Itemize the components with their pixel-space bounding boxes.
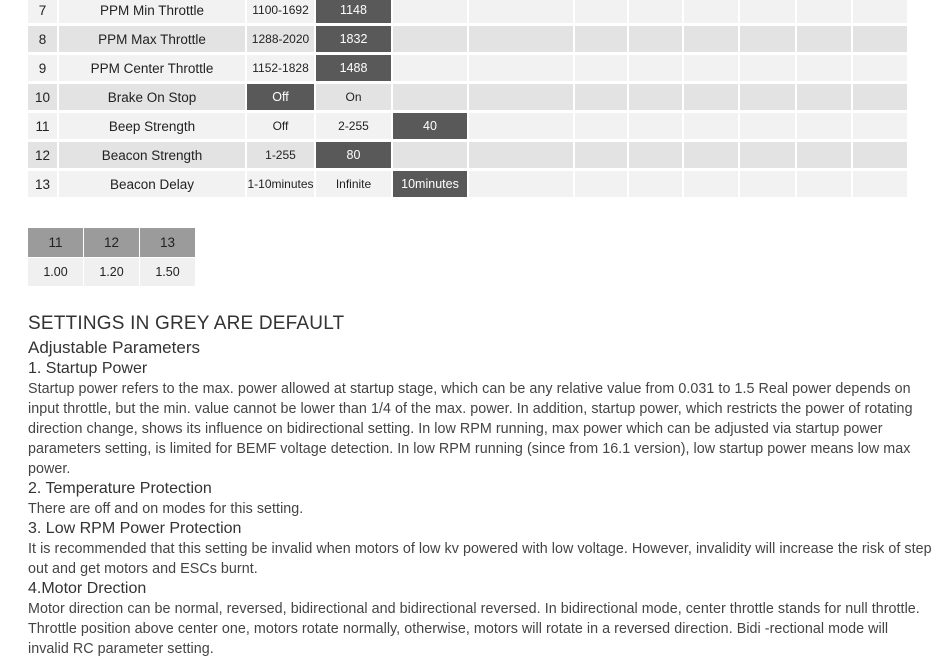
empty-cell [575,84,629,113]
empty-cell [629,84,684,113]
table-row [28,171,909,200]
motor-direction-body: Motor direction can be normal, reversed, bidirectional and bidirectional reversed. In bidirectional mode, center throttle stands for null throttle. Throttle position above center one, motors rotate normally, otherwise, motors will rotate in a reversed direction. Bidi -rectional mode will invalid RC parameter setting. [28,601,920,657]
default-value-cell: 1832 [316,26,393,55]
option-cell: On [316,84,393,113]
row-number: 7 [28,0,59,26]
empty-cell [575,55,629,84]
option-cell: 1100-1692 [247,0,316,26]
small-table-header: 11 [28,228,84,258]
parameter-name: Brake On Stop [59,84,247,113]
empty-cell [797,142,853,171]
empty-cell [629,113,684,142]
empty-cell [684,26,740,55]
empty-cell [740,84,797,113]
empty-cell [629,171,684,200]
empty-cell [684,55,740,84]
low-rpm-protection-heading: 3. Low RPM Power Protection [28,520,242,537]
small-table-value: 1.20 [84,258,140,286]
empty-cell [797,113,853,142]
default-value-cell: 40 [393,113,469,142]
row-number: 8 [28,26,59,55]
small-table-header: 12 [84,228,140,258]
motor-direction-heading: 4.Motor Drection [28,580,147,597]
row-number: 13 [28,171,59,200]
small-table-value: 1.50 [140,258,196,286]
empty-cell [469,113,575,142]
empty-cell [575,171,629,200]
option-cell: Off [247,113,316,142]
empty-cell [853,84,909,113]
startup-power-heading: 1. Startup Power [28,360,148,377]
empty-cell [740,26,797,55]
parameter-name: Beacon Delay [59,171,247,200]
empty-cell [684,171,740,200]
temperature-protection-body: There are off and on modes for this setting. [28,501,304,517]
empty-cell [740,113,797,142]
empty-cell [853,142,909,171]
empty-cell [684,142,740,171]
empty-cell [740,55,797,84]
row-number: 9 [28,55,59,84]
empty-cell [469,55,575,84]
option-cell: 1-10minutes [247,171,316,200]
empty-cell [393,55,469,84]
empty-cell [575,0,629,26]
parameter-name: PPM Center Throttle [59,55,247,84]
empty-cell [797,0,853,26]
empty-cell [393,0,469,26]
empty-cell [797,171,853,200]
empty-cell [629,26,684,55]
option-cell: Infinite [316,171,393,200]
row-number: 10 [28,84,59,113]
parameter-name: Beacon Strength [59,142,247,171]
empty-cell [629,142,684,171]
empty-cell [740,0,797,26]
table-row [28,26,909,55]
parameter-name: PPM Min Throttle [59,0,247,26]
empty-cell [393,142,469,171]
row-number: 12 [28,142,59,171]
section-subtitle: Adjustable Parameters [28,338,200,357]
empty-cell [469,84,575,113]
option-cell: 1288-2020 [247,26,316,55]
option-cell: 1-255 [247,142,316,171]
empty-cell [469,26,575,55]
empty-cell [469,171,575,200]
small-table-value: 1.00 [28,258,84,286]
empty-cell [740,142,797,171]
default-value-cell: 1488 [316,55,393,84]
table-row [28,142,909,171]
small-value-table [28,228,196,286]
empty-cell [393,26,469,55]
default-value-cell: 1148 [316,0,393,26]
empty-cell [575,26,629,55]
empty-cell [469,0,575,26]
table-row [28,0,909,26]
table-row [28,113,909,142]
empty-cell [853,113,909,142]
empty-cell [684,0,740,26]
option-cell: 1152-1828 [247,55,316,84]
small-table-header-row [28,228,196,258]
table-row [28,55,909,84]
default-value-cell: 80 [316,142,393,171]
parameter-name: PPM Max Throttle [59,26,247,55]
empty-cell [797,55,853,84]
parameter-name: Beep Strength [59,113,247,142]
empty-cell [740,171,797,200]
row-number: 11 [28,113,59,142]
empty-cell [853,171,909,200]
empty-cell [575,142,629,171]
parameter-table [28,0,909,200]
settings-description [28,311,933,659]
empty-cell [684,113,740,142]
empty-cell [575,113,629,142]
empty-cell [629,0,684,26]
empty-cell [797,84,853,113]
startup-power-body: Startup power refers to the max. power allowed at startup stage, which can be any relative value from 0.031 to 1.5 Real power depends on input throttle, but the min. value cannot be lower than 1/4 of the max. power. In addition, startup power, which restricts the power of rotating direction change, shows its influence on bidirectional setting. In low RPM running, max power which can be adjusted via startup power parameters setting, is limited for BEMF voltage detection. In low RPM running (since from 16.1 version), low startup power means low max power. [28,381,913,477]
empty-cell [853,0,909,26]
settings-title: SETTINGS IN GREY ARE DEFAULT [28,313,345,334]
empty-cell [684,84,740,113]
default-value-cell: Off [247,84,316,113]
empty-cell [853,26,909,55]
low-rpm-protection-body: It is recommended that this setting be invalid when motors of low kv powered with low voltage. However, invalidity will increase the risk of step out and get motors and ESCs burnt. [28,541,932,577]
small-table-value-row [28,258,196,286]
empty-cell [853,55,909,84]
small-table-header: 13 [140,228,196,258]
temperature-protection-heading: 2. Temperature Protection [28,480,212,497]
empty-cell [797,26,853,55]
option-cell: 2-255 [316,113,393,142]
empty-cell [393,84,469,113]
empty-cell [469,142,575,171]
table-row [28,84,909,113]
default-value-cell: 10minutes [393,171,469,200]
empty-cell [629,55,684,84]
